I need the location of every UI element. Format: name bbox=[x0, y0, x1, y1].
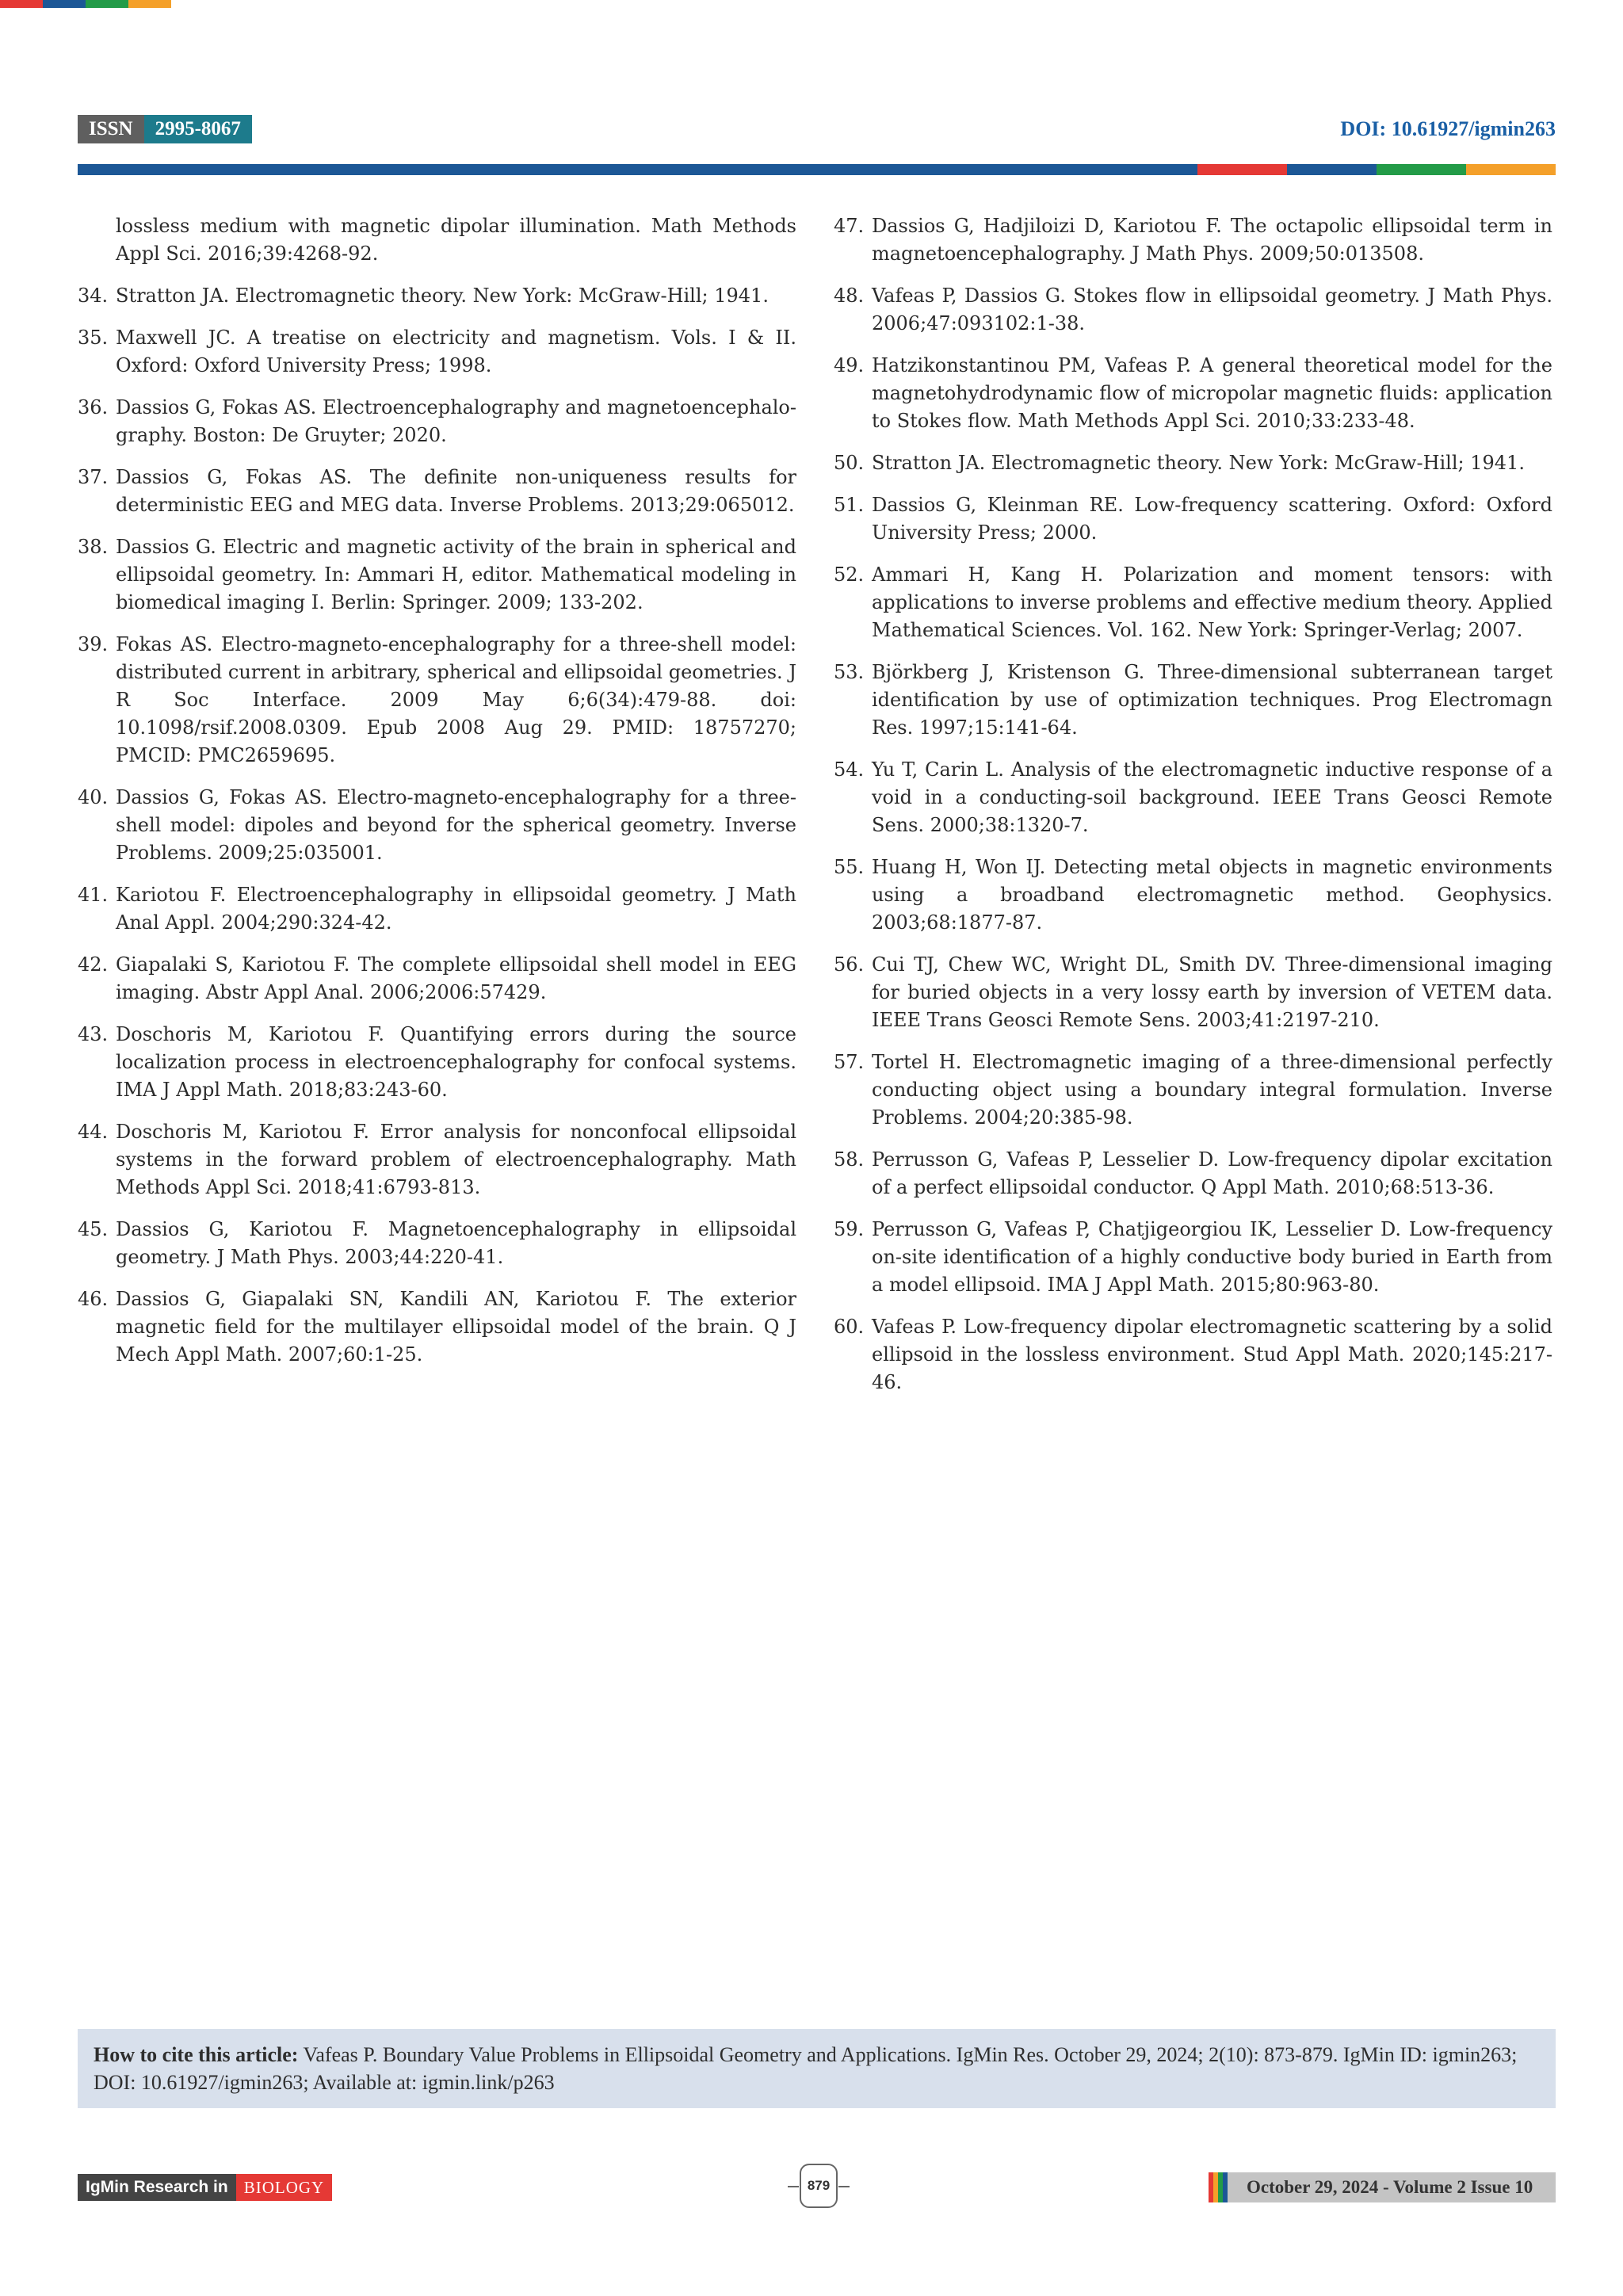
journal-subject: BIOLOGY bbox=[236, 2174, 333, 2201]
reference-text: Perrusson G, Vafeas P, Chatjigeorgiou IK, Lesselier D. Low-frequency on-site identification of a highly conductive body buried in Earth from a model ellipsoid. IMA J Appl Math. 2015;80:963-80. bbox=[872, 1218, 1552, 1296]
reference-item bbox=[834, 561, 1552, 644]
color-bars-icon bbox=[1209, 2172, 1228, 2202]
reference-text: Vafeas P. Low-frequency dipolar electromagnetic scattering by a solid ellipsoid in the lossless environment. Stud Appl Math. 2020;145:217-46. bbox=[872, 1316, 1552, 1393]
reference-number: 60. bbox=[834, 1316, 865, 1338]
reference-item bbox=[78, 394, 796, 449]
reference-text: Perrusson G, Vafeas P, Lesselier D. Low-frequency dipolar excitation of a perfect ellipsoidal conductor. Q Appl Math. 2010;68:513-36. bbox=[872, 1148, 1552, 1198]
reference-number: 34. bbox=[78, 285, 109, 307]
reference-text: Huang H, Won IJ. Detecting metal objects in magnetic environments using a broadband electromagnetic method. Geophysics. 2003;68:1877-87. bbox=[872, 856, 1552, 934]
reference-text: Dassios G, Kariotou F. Magnetoencephalography in ellipsoidal geometry. J Math Phys. 2003;44:220-41. bbox=[116, 1218, 796, 1268]
reference-text: Doschoris M, Kariotou F. Error analysis for nonconfocal ellipsoidal systems in the forward problem of electroencephalography. Math Methods Appl Sci. 2018;41:6793-813. bbox=[116, 1121, 796, 1198]
journal-brand: IgMin Research in bbox=[78, 2174, 236, 2201]
reference-number: 56. bbox=[834, 953, 865, 976]
reference-item bbox=[834, 449, 1552, 477]
reference-text: Kariotou F. Electroencephalography in ellipsoidal geometry. J Math Anal Appl. 2004;290:324-42. bbox=[116, 884, 796, 934]
reference-text: Doschoris M, Kariotou F. Quantifying errors during the source localization process in electroencephalography for confocal systems. IMA J Appl Math. 2018;83:243-60. bbox=[116, 1023, 796, 1101]
reference-item bbox=[78, 631, 796, 770]
reference-number: 53. bbox=[834, 661, 865, 683]
reference-text: Ammari H, Kang H. Polarization and moment tensors: with applications to inverse problems and effective medium theory. Applied Mathematical Sciences. Vol. 162. New York: Springer-Verlag; 2007. bbox=[872, 563, 1552, 641]
reference-item bbox=[78, 951, 796, 1007]
reference-text: Stratton JA. Electromagnetic theory. New York: McGraw-Hill; 1941. bbox=[116, 285, 769, 307]
reference-item bbox=[834, 212, 1552, 268]
reference-text: Dassios G, Hadjiloizi D, Kariotou F. The octapolic ellipsoidal term in magnetoencephalography. J Math Phys. 2009;50:013508. bbox=[872, 215, 1552, 265]
reference-item bbox=[834, 756, 1552, 839]
top-color-stripe bbox=[0, 0, 171, 8]
reference-item bbox=[834, 491, 1552, 547]
reference-text: Dassios G, Kleinman RE. Low-frequency scattering. Oxford: Oxford University Press; 2000. bbox=[872, 494, 1552, 544]
citation-label: How to cite this article: bbox=[94, 2043, 299, 2066]
reference-number: 36. bbox=[78, 396, 109, 418]
issue-info bbox=[1209, 2172, 1556, 2202]
reference-number: 42. bbox=[78, 953, 109, 976]
reference-number: 35. bbox=[78, 327, 109, 349]
reference-item bbox=[834, 282, 1552, 338]
header-divider-bar bbox=[78, 164, 1556, 175]
reference-number bbox=[78, 212, 116, 268]
issn-number: 2995-8067 bbox=[144, 115, 252, 143]
journal-badge[interactable] bbox=[78, 2174, 332, 2201]
reference-item bbox=[834, 1146, 1552, 1201]
reference-number: 52. bbox=[834, 563, 865, 586]
reference-number: 39. bbox=[78, 633, 109, 655]
issue-date-volume: October 29, 2024 - Volume 2 Issue 10 bbox=[1228, 2172, 1556, 2202]
reference-item bbox=[78, 881, 796, 937]
reference-text: Tortel H. Electromagnetic imaging of a three-dimensional perfectly conducting object using a boundary integral formulation. Inverse Problems. 2004;20:385-98. bbox=[872, 1051, 1552, 1129]
reference-number: 43. bbox=[78, 1023, 109, 1045]
references-left-column bbox=[78, 212, 796, 1383]
reference-number: 58. bbox=[834, 1148, 865, 1171]
page-number bbox=[792, 2164, 845, 2210]
reference-text: Cui TJ, Chew WC, Wright DL, Smith DV. Three-dimensional imaging for buried objects in a very lossy earth by inversion of VETEM data. IEEE Trans Geosci Remote Sens. 2003;41:2197-210. bbox=[872, 953, 1552, 1031]
reference-item bbox=[78, 212, 796, 268]
reference-item bbox=[834, 1216, 1552, 1299]
reference-item bbox=[834, 854, 1552, 937]
issn-label: ISSN bbox=[78, 115, 144, 143]
reference-item bbox=[834, 352, 1552, 435]
reference-number: 54. bbox=[834, 758, 865, 781]
reference-item bbox=[78, 533, 796, 617]
reference-item bbox=[78, 282, 796, 310]
reference-number: 59. bbox=[834, 1218, 865, 1240]
reference-text: Giapalaki S, Kariotou F. The complete ellipsoidal shell model in EEG imaging. Abstr Appl Anal. 2006;2006:57429. bbox=[116, 953, 796, 1003]
page-number-right-dash bbox=[838, 2186, 850, 2187]
reference-item bbox=[78, 1118, 796, 1201]
page-number-left-dash bbox=[788, 2186, 799, 2187]
reference-number: 57. bbox=[834, 1051, 865, 1073]
reference-item bbox=[78, 1021, 796, 1104]
reference-number: 49. bbox=[834, 354, 865, 376]
reference-text: Björkberg J, Kristenson G. Three-dimensional subterranean target identification by use of optimization techniques. Prog Electromagn Res. 1997;15:141-64. bbox=[872, 661, 1552, 739]
reference-number: 41. bbox=[78, 884, 109, 906]
reference-text: Fokas AS. Electro-magneto-encephalography for a three-shell model: distributed current in arbitrary, spherical and ellipsoidal geometries. J R Soc Interface. 2009 May 6;6(34):479-88. doi: 10.1098/rsif.2008.0309. Epub 2008 Aug 29. PMID: 18757270; PMCID: PMC2659695. bbox=[116, 633, 796, 766]
header-doi[interactable]: DOI: 10.61927/igmin263 bbox=[1340, 117, 1556, 140]
reference-text: Dassios G, Fokas AS. Electroencephalography and magnetoencephalography. Boston: De Gruyter; 2020. bbox=[116, 396, 796, 446]
reference-text: Stratton JA. Electromagnetic theory. New York: McGraw-Hill; 1941. bbox=[872, 452, 1525, 474]
reference-text: Dassios G, Fokas AS. Electro-magneto-encephalography for a three-shell model: dipoles and beyond for the spherical geometry. Inverse Problems. 2009;25:035001. bbox=[116, 786, 796, 864]
reference-item bbox=[834, 659, 1552, 742]
reference-item bbox=[78, 1216, 796, 1271]
reference-text: lossless medium with magnetic dipolar illumination. Math Methods Appl Sci. 2016;39:4268-92. bbox=[116, 215, 796, 265]
reference-text: Dassios G. Electric and magnetic activity of the brain in spherical and ellipsoidal geometry. In: Ammari H, editor. Mathematical modeling in biomedical imaging I. Berlin: Springer. 2009; 133-202. bbox=[116, 536, 796, 613]
reference-item bbox=[834, 1313, 1552, 1396]
reference-text: Vafeas P, Dassios G. Stokes flow in ellipsoidal geometry. J Math Phys. 2006;47:093102:1-38. bbox=[872, 285, 1552, 334]
reference-text: Yu T, Carin L. Analysis of the electromagnetic inductive response of a void in a conducting-soil background. IEEE Trans Geosci Remote Sens. 2000;38:1320-7. bbox=[872, 758, 1552, 836]
citation-box bbox=[78, 2029, 1556, 2108]
reference-text: Hatzikonstantinou PM, Vafeas P. A general theoretical model for the magnetohydrodynamic flow of micropolar magnetic fluids: application to Stokes flow. Math Methods Appl Sci. 2010;33:233-48. bbox=[872, 354, 1552, 432]
reference-number: 45. bbox=[78, 1218, 109, 1240]
reference-number: 44. bbox=[78, 1121, 109, 1143]
reference-number: 46. bbox=[78, 1288, 109, 1310]
reference-text: Dassios G, Giapalaki SN, Kandili AN, Kariotou F. The exterior magnetic field for the multilayer ellipsoidal model of the brain. Q J Mech Appl Math. 2007;60:1-25. bbox=[116, 1288, 796, 1366]
reference-item bbox=[834, 1049, 1552, 1132]
reference-number: 40. bbox=[78, 786, 109, 808]
citation-text: Vafeas P. Boundary Value Problems in Ellipsoidal Geometry and Applications. IgMin Res. October 29, 2024; 2(10): 873-879. IgMin ID: igmin263; DOI: 10.61927/igmin263; Available at: igmin.link/p263 bbox=[94, 2043, 1518, 2094]
reference-number: 47. bbox=[834, 215, 865, 237]
reference-number: 48. bbox=[834, 285, 865, 307]
reference-text: Maxwell JC. A treatise on electricity and magnetism. Vols. I & II. Oxford: Oxford University Press; 1998. bbox=[116, 327, 796, 376]
reference-number: 38. bbox=[78, 536, 109, 558]
reference-number: 51. bbox=[834, 494, 865, 516]
references-right-column bbox=[834, 212, 1552, 1411]
reference-item bbox=[78, 324, 796, 380]
issn-badge bbox=[78, 115, 252, 143]
reference-item bbox=[78, 784, 796, 867]
reference-item bbox=[78, 464, 796, 519]
reference-item bbox=[834, 951, 1552, 1034]
reference-item bbox=[78, 1286, 796, 1369]
reference-number: 50. bbox=[834, 452, 865, 474]
reference-number: 55. bbox=[834, 856, 865, 878]
page-number-value: 879 bbox=[800, 2164, 838, 2208]
reference-text: Dassios G, Fokas AS. The definite non-uniqueness results for deterministic EEG and MEG data. Inverse Problems. 2013;29:065012. bbox=[116, 466, 796, 516]
reference-number: 37. bbox=[78, 466, 109, 488]
